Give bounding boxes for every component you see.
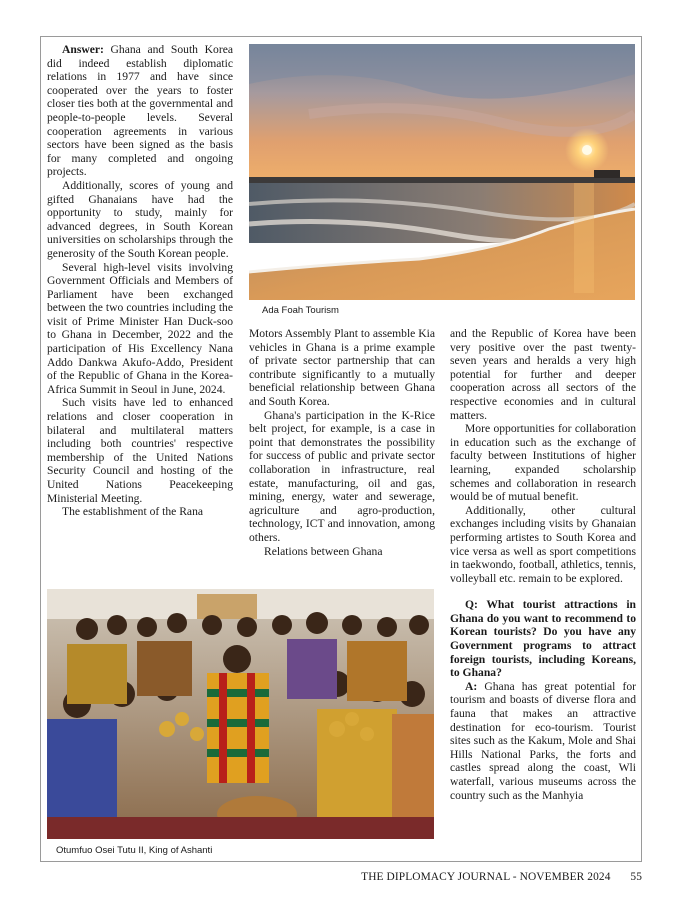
- paragraph: Such visits have led to enhanced relations and closer cooperation in bilateral and multilateral matters including both countries' respective membership of the United Nations Security Council and hosting of the United Nations Peacekeeping Ministerial Meeting.: [47, 396, 233, 505]
- article-column-1: [47, 43, 233, 573]
- paragraph: Ghana and South Korea did indeed establish diplomatic relations in 1977 and have since cooperated over the years to foster closer ties both at the governmental and people-to-people levels. Several cooperation agreements in various sectors have been signed as the basis for many completed and ongoing projects.: [47, 43, 233, 179]
- answer-lead: Answer:: [62, 43, 104, 56]
- interview-question: Q: What tourist attractions in Ghana do you want to recommend to Korean tourists? Do you have any Government programs to attract foreign tourists, including Koreans, to Ghana?: [450, 598, 636, 680]
- paragraph: More opportunities for collaboration in education such as the exchange of faculty between Institutions of higher learning, expanded scholarship schemes and collaboration in research would be of mutual benefit.: [450, 422, 636, 504]
- article-column-3: [450, 327, 636, 861]
- paragraph: Ghana has great potential for tourism and boasts of diverse flora and fauna that makes an attractive destination for eco-tourism. Tourist sites such as the Kakum, Mole and Shai Hills National Parks, the forts and castles spread along the coast, Wli waterfall, various museums across the country such as the Manhyia: [450, 679, 636, 802]
- article-column-2: [249, 327, 435, 573]
- paragraph: Relations between Ghana: [264, 544, 383, 558]
- paragraph: Several high-level visits involving Government Officials and Members of Parliament have been exchanged between the two countries including the visit of Prime Minister Han Duck-soo to Ghana in December, 2022 and the participation of His Excellency Nana Addo Dankwa Akufo-Addo, President of the Republic of Ghana in the Korea-Africa Summit in Seoul in June, 2024.: [47, 260, 233, 396]
- journal-name: THE DIPLOMACY JOURNAL - NOVEMBER 2024: [361, 871, 611, 883]
- page-number: 55: [630, 871, 642, 883]
- paragraph: Additionally, other cultural exchanges including visits by Ghanaian performing artistes to South Korea and vice versa as well as sport competitions in taekwondo, football, athletics, tennis, volleyball etc. remain to be explored.: [450, 503, 636, 585]
- paragraph: The establishment of the Rana: [62, 505, 204, 519]
- king-photo-caption: Otumfuo Osei Tutu II, King of Ashanti: [56, 845, 213, 856]
- beach-photo-caption: Ada Foah Tourism: [262, 305, 339, 316]
- paragraph: and the Republic of Korea have been very positive over the past twenty-seven years and heralds a very high potential for further and deeper cooperation across all sectors of the respective economies and in cultural matters.: [450, 327, 636, 422]
- paragraph: Ghana's participation in the K-Rice belt project, for example, is a case in point that demonstrates the possibility for success of public and private sector collaboration in infrastructure, real estate, manufacturing, oil and gas, mining, energy, water and sewerage, agriculture and agro-production, technology, ICT and innovation, among others.: [249, 408, 435, 544]
- paragraph: Motors Assembly Plant to assemble Kia vehicles in Ghana is a prime example of private sector partnership that can contribute significantly to a mutually beneficial relationship between Ghana and South Korea.: [249, 327, 435, 408]
- beach-sunset-photo: [249, 44, 635, 300]
- paragraph: Additionally, scores of young and gifted Ghanaians have had the opportunity to study, mainly for advanced degrees, in South Korean universities on scholarships through the generosity of the South Korean people.: [47, 178, 233, 260]
- page-footer: [361, 871, 642, 883]
- answer-lead: A:: [465, 679, 478, 693]
- king-of-ashanti-photo: [47, 589, 434, 839]
